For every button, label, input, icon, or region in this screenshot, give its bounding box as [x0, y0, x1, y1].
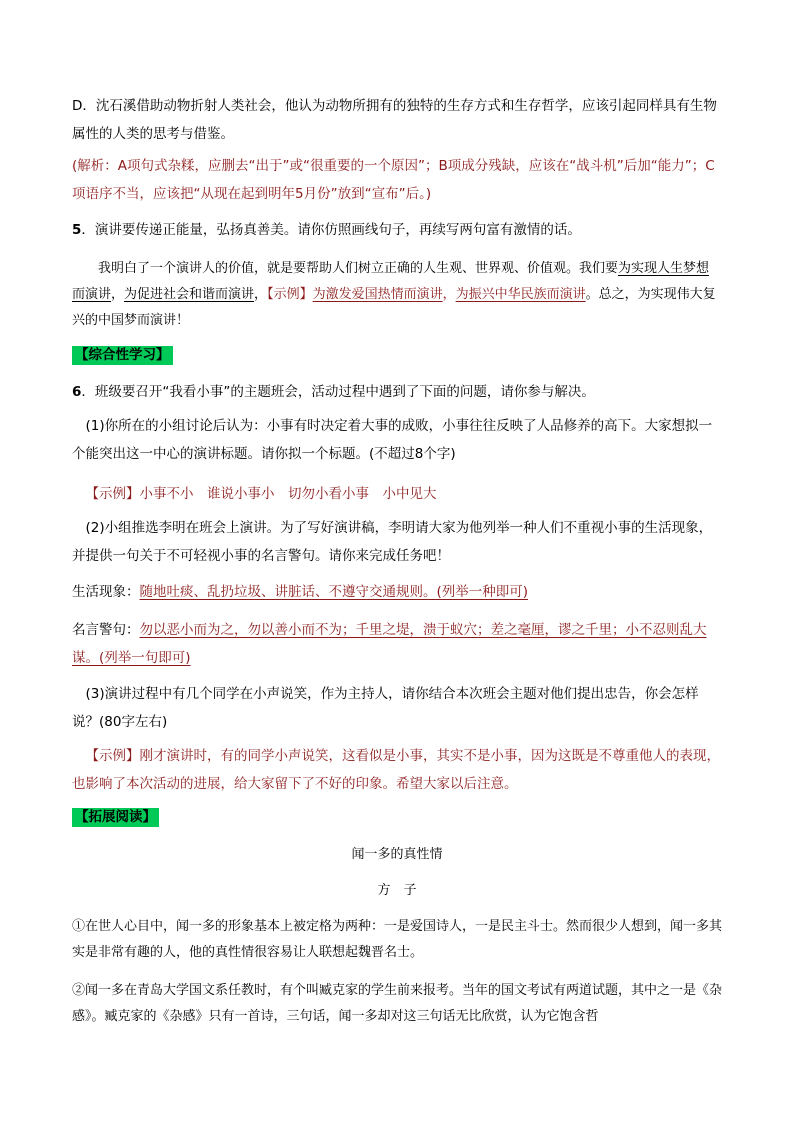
q5-passage-text-4: 。总之，为实现伟大复兴的中国梦而演讲！: [72, 287, 716, 328]
q6-life-phenomenon: [72, 578, 722, 606]
q6-sub1: (1)你所在的小组讨论后认为：小事有时决定着大事的成败，小事往往反映了人品修养的高下。大家想拟一个能突出这一中心的演讲标题。请你拟一个标题。(不超过8个字): [72, 418, 713, 462]
q5-passage-text-3: ，: [254, 287, 268, 302]
q5-underlined-sentence-1: 为实现人生梦想而演讲: [72, 261, 710, 302]
q5-question-text: ．演讲要传递正能量，弘扬真善美。请你仿照画线句子，再续写两句富有激情的话。: [81, 222, 581, 238]
q5-passage: [72, 256, 722, 334]
q6-sub3: (3)演讲过程中有几个同学在小声说笑，作为主持人，请你结合本次班会主题对他们提出忠告，你会怎样说？(80字左右): [72, 686, 699, 730]
quote-answer: 勿以恶小而为之，勿以善小而不为；千里之堤，溃于蚁穴；差之毫厘，谬之千里；小不忍则乱大谋。(列举一句即可): [72, 622, 707, 666]
life-answer: 随地吐痰、乱扔垃圾、讲脏话、不遵守交通规则。(列举一种即可): [139, 584, 529, 600]
q5-passage-text-2: ，: [111, 287, 125, 302]
q6-quote: [72, 616, 722, 672]
article-paragraph-2: ②闻一多在青岛大学国文系任教时，有个叫臧克家的学生前来报考。当年的国文考试有两道试题，其中之一是《杂感》。臧克家的《杂感》只有一首诗，三句话，闻一多却对这三句话无比欣赏，认为它饱含哲: [72, 983, 723, 1024]
q6-question-text: ．班级要召开“我看小事”的主题班会，活动过程中遇到了下面的问题，请你参与解决。: [81, 384, 595, 400]
q6-question: [72, 378, 722, 406]
q5-question: [72, 216, 722, 244]
q5-answer-sentence-1: 为激发爱国热情而演讲: [312, 287, 443, 302]
life-label: 生活现象：: [72, 584, 140, 600]
q5-answer-sentence-2: 为振兴中华民族而演讲: [455, 287, 586, 302]
q6-number: 6: [72, 384, 82, 400]
article-author: 方 子: [377, 883, 417, 898]
q6-sub1-answer: 【示例】小事不小 谁说小事小 切勿小看小事 小中见大: [85, 486, 437, 502]
q5-passage-text-1: 我明白了一个演讲人的价值，就是要帮助人们树立正确的人生观、世界观、价值观。我们要: [98, 261, 619, 276]
section-header-reading: 【拓展阅读】: [72, 808, 159, 827]
article-title: 闻一多的真性情: [351, 847, 443, 862]
q4-option-d: D．沈石溪借助动物折射人类社会，他认为动物所拥有的独特的生存方式和生存哲学，应该引起同样具有生物属性的人类的思考与借鉴。: [72, 98, 717, 142]
q5-example-label: 【示例】: [267, 287, 313, 302]
section-header-integrated: 【综合性学习】: [72, 346, 173, 365]
q5-answer-separator: ，: [442, 287, 456, 302]
quote-label: 名言警句：: [72, 622, 140, 638]
q5-number: 5: [72, 222, 82, 238]
q6-sub2: (2)小组推选李明在班会上演讲。为了写好演讲稿，李明请大家为他列举一种人们不重视小事的生活现象，并提供一句关于不可轻视小事的名言警句。请你来完成任务吧！: [72, 520, 713, 564]
q6-sub3-answer: 【示例】刚才演讲时，有的同学小声说笑，这看似是小事，其实不是小事，因为这既是不尊重他人的表现，也影响了本次活动的进展，给大家留下了不好的印象。希望大家以后注意。: [72, 748, 720, 792]
q5-underlined-sentence-2: 为促进社会和谐而演讲: [124, 287, 255, 302]
article-paragraph-1: ①在世人心目中，闻一多的形象基本上被定格为两种：一是爱国诗人，一是民主斗士。然而很少人想到，闻一多其实是非常有趣的人，他的真性情很容易让人联想起魏晋名士。: [72, 919, 723, 960]
q4-analysis: (解析：A项句式杂糅，应删去“出于”或“很重要的一个原因”；B项成分残缺，应该在“战斗机”后加“能力”；C项语序不当，应该把“从现在起到明年5月份”放到“宣布”后。): [72, 158, 715, 202]
